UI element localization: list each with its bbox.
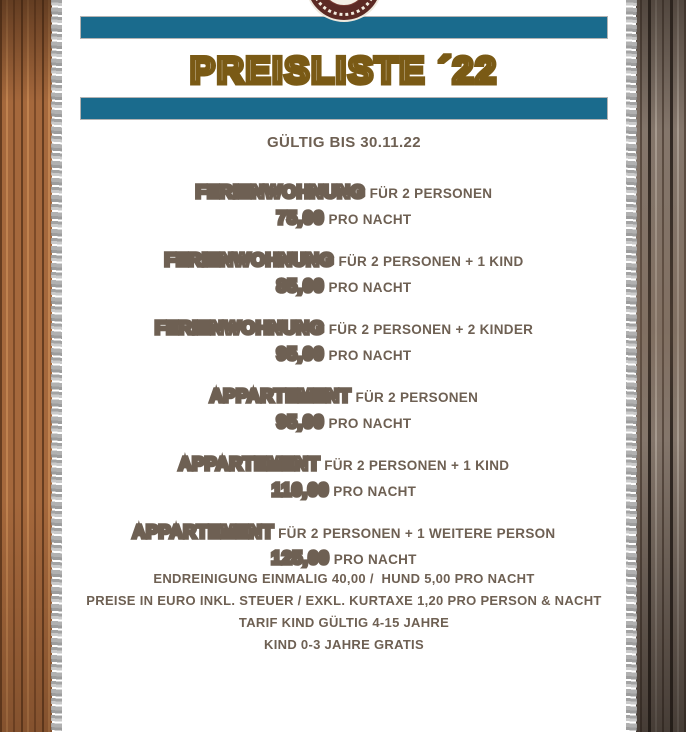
price-value: 85,00: [276, 276, 325, 296]
price-unit: PRO NACHT: [333, 552, 417, 567]
unit-type: APPARTEMENT: [132, 522, 274, 542]
condition-line: TARIF KIND GÜLTIG 4-15 JAHRE: [238, 615, 450, 630]
price-unit: PRO NACHT: [333, 484, 417, 499]
price-entry: [52, 520, 636, 572]
occupancy: FÜR 2 PERSONEN + 1 WEITERE PERSON: [278, 526, 556, 541]
price-value: 75,00: [276, 208, 325, 228]
occupancy: FÜR 2 PERSONEN + 1 KIND: [324, 458, 510, 473]
price-entry: [52, 248, 636, 300]
conditions-block: [52, 568, 636, 656]
page-title: PREISLISTE ´22: [190, 50, 498, 91]
unit-type: FERIENWOHNUNG: [195, 182, 366, 202]
entry-heading: [52, 180, 636, 206]
price-unit: PRO NACHT: [328, 280, 412, 295]
condition-line: PREISE IN EURO INKL. STEUER / EXKL. KURTAXE 1,20 PRO PERSON & NACHT: [86, 593, 602, 608]
entry-price-line: [52, 206, 636, 232]
price-value: 95,00: [276, 412, 325, 432]
condition-line: ENDREINIGUNG EINMALIG 40,00 / HUND 5,00 PRO NACHT: [153, 571, 535, 586]
price-unit: PRO NACHT: [328, 348, 412, 363]
entry-heading: [52, 520, 636, 546]
price-list-card: [52, 0, 636, 732]
price-entry: [52, 316, 636, 368]
price-value: 95,00: [276, 344, 325, 364]
occupancy: FÜR 2 PERSONEN: [369, 186, 493, 201]
entry-heading: [52, 384, 636, 410]
entry-heading: [52, 316, 636, 342]
entry-heading: [52, 248, 636, 274]
price-entry: [52, 384, 636, 436]
price-value: 125,00: [271, 548, 330, 568]
price-entry: [52, 452, 636, 504]
occupancy: FÜR 2 PERSONEN + 1 KIND: [338, 254, 524, 269]
occupancy: FÜR 2 PERSONEN: [355, 390, 479, 405]
price-entry: [52, 180, 636, 232]
condition-line: KIND 0-3 JAHRE GRATIS: [264, 637, 424, 652]
price-unit: PRO NACHT: [328, 416, 412, 431]
unit-type: FERIENWOHNUNG: [154, 318, 325, 338]
entry-price-line: [52, 410, 636, 436]
price-unit: PRO NACHT: [328, 212, 412, 227]
price-value: 110,00: [271, 480, 329, 500]
entry-heading: [52, 452, 636, 478]
entry-price-line: [52, 342, 636, 368]
validity-note: GÜLTIG BIS 30.11.22: [266, 134, 422, 151]
accent-bar-bottom: [80, 97, 608, 120]
unit-type: FERIENWOHNUNG: [164, 250, 334, 270]
price-entries: [52, 180, 636, 588]
occupancy: FÜR 2 PERSONEN + 2 KINDER: [328, 322, 534, 337]
unit-type: APPARTEMENT: [178, 454, 320, 474]
unit-type: APPARTEMENT: [209, 386, 351, 406]
entry-price-line: [52, 478, 636, 504]
entry-price-line: [52, 274, 636, 300]
